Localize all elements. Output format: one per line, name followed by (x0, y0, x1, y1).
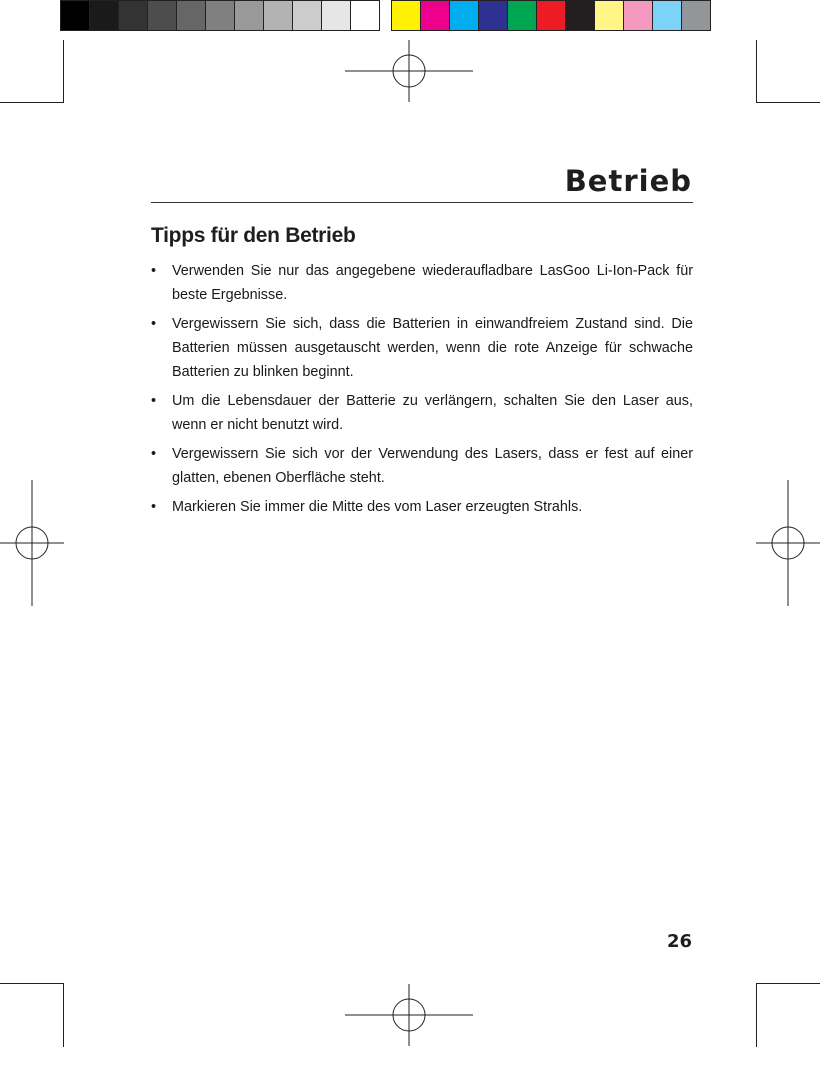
bullet: • (151, 446, 157, 462)
color-swatch (623, 0, 653, 31)
tip-text: Vergewissern Sie sich, dass die Batterien in einwandfreiem Zustand sind. Die Batterien müssen ausgetauscht werden, wenn die rote Anzeige für schwache Batterien zu blinken beginnt. (172, 316, 693, 380)
list-item (151, 389, 693, 437)
bullet: • (151, 316, 157, 332)
gray-swatch (118, 0, 148, 31)
gray-swatch (234, 0, 264, 31)
crop-mark-bottom-right-vertical (756, 983, 757, 1047)
registration-mark-top (345, 40, 473, 102)
tip-text: Vergewissern Sie sich vor der Verwendung des Lasers, dass er fest auf einer glatten, ebenen Oberfläche steht. (172, 446, 693, 486)
page-title: Betrieb (564, 164, 692, 198)
crop-mark-top-left-vertical (63, 40, 64, 102)
gray-swatch (176, 0, 206, 31)
crop-mark-bottom-right-horizontal (756, 983, 820, 984)
gray-swatch (350, 0, 380, 31)
gray-swatch (60, 0, 90, 31)
color-swatch (536, 0, 566, 31)
crop-mark-top-right-horizontal (756, 102, 820, 103)
color-swatch (681, 0, 711, 31)
list-item (151, 312, 693, 384)
gray-swatch (89, 0, 119, 31)
color-swatches (391, 0, 710, 33)
tips-list (151, 259, 693, 524)
tip-text: Um die Lebensdauer der Batterie zu verlängern, schalten Sie den Laser aus, wenn er nicht benutzt wird. (172, 393, 693, 433)
gray-swatch (147, 0, 177, 31)
color-swatch (507, 0, 537, 31)
tip-text: Markieren Sie immer die Mitte des vom Laser erzeugten Strahls. (172, 499, 583, 515)
list-item (151, 259, 693, 307)
list-item (151, 442, 693, 490)
gray-swatch (205, 0, 235, 31)
color-swatch (449, 0, 479, 31)
crop-mark-top-left-horizontal (0, 102, 64, 103)
bullet: • (151, 263, 157, 279)
crop-mark-bottom-left-horizontal (0, 983, 64, 984)
grayscale-swatches (60, 0, 379, 33)
gray-swatch (321, 0, 351, 31)
page-number: 26 (666, 931, 692, 952)
color-swatch (594, 0, 624, 31)
color-swatch (478, 0, 508, 31)
bullet: • (151, 499, 157, 515)
gray-swatch (263, 0, 293, 31)
crop-mark-bottom-left-vertical (63, 983, 64, 1047)
bullet: • (151, 393, 157, 409)
registration-mark-right (756, 480, 820, 606)
section-heading: Tipps für den Betrieb (151, 224, 356, 247)
registration-mark-left (0, 480, 64, 606)
title-divider (151, 202, 693, 203)
color-swatch (420, 0, 450, 31)
registration-mark-bottom (345, 984, 473, 1046)
color-calibration-bar (60, 0, 710, 33)
gray-swatch (292, 0, 322, 31)
color-swatch (652, 0, 682, 31)
list-item (151, 495, 693, 519)
color-swatch (391, 0, 421, 31)
tip-text: Verwenden Sie nur das angegebene wiederaufladbare LasGoo Li-Ion-Pack für beste Ergebnisse. (172, 263, 693, 303)
crop-mark-top-right-vertical (756, 40, 757, 102)
color-swatch (565, 0, 595, 31)
